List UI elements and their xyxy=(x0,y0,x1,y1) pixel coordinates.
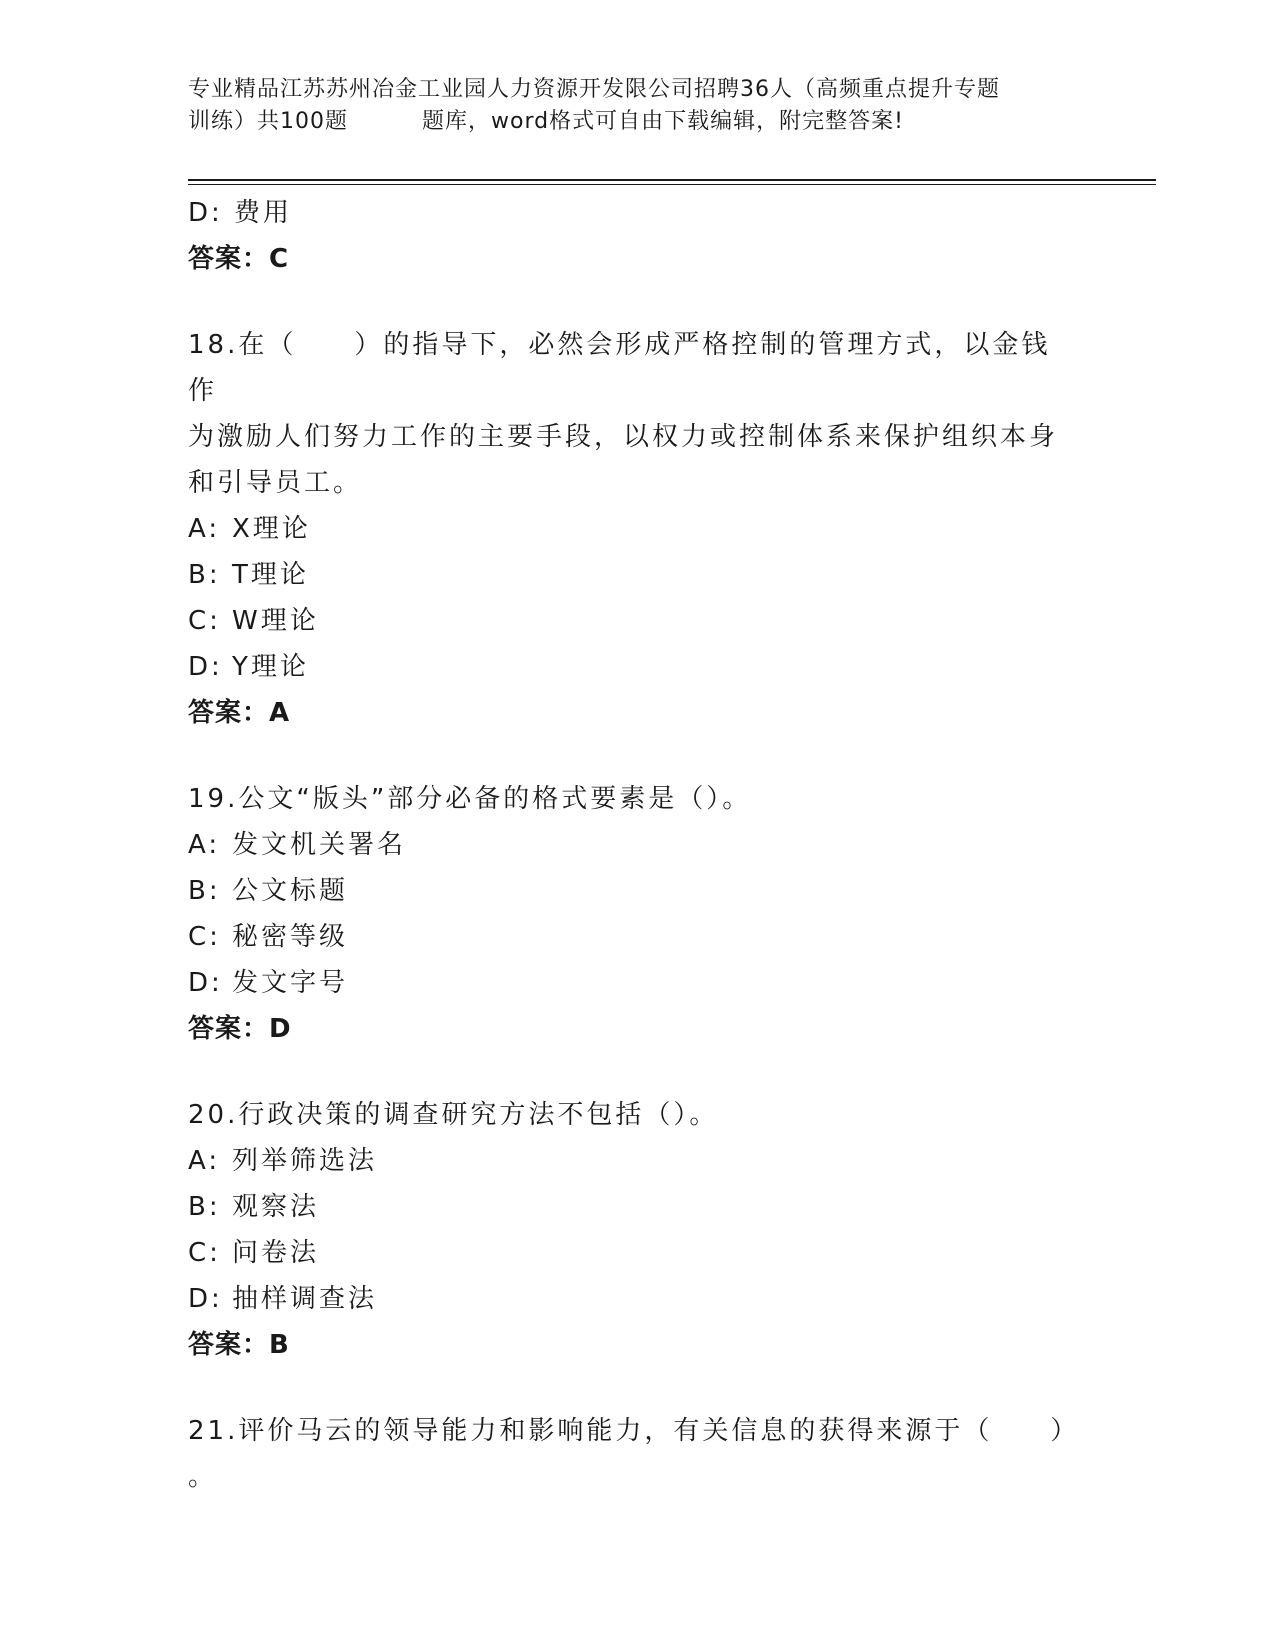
option-text: X理论 xyxy=(232,514,311,544)
option-key: D: xyxy=(188,968,223,998)
question-text-line: 和引导员工。 xyxy=(188,468,363,498)
option-b xyxy=(188,868,1088,914)
option-d xyxy=(188,960,1088,1006)
answer-line: 答案：A xyxy=(188,698,291,728)
option-key: A: xyxy=(188,1146,221,1176)
option-d xyxy=(188,1276,1088,1322)
document-body xyxy=(188,190,1088,1500)
page-header xyxy=(188,74,1078,138)
option-d: D: 费用 xyxy=(188,198,293,228)
answer-line: 答案：D xyxy=(188,1014,292,1044)
option-text: 观察法 xyxy=(232,1192,320,1222)
option-d xyxy=(188,644,1088,690)
option-text: 列举筛选法 xyxy=(232,1146,378,1176)
question-text-line: 为激励人们努力工作的主要手段，以权力或控制体系来保护组织本身 xyxy=(188,422,1059,452)
header-divider-thick xyxy=(188,179,1156,181)
question-text xyxy=(188,776,1078,822)
question-text xyxy=(188,322,1078,506)
question-text-line: 。 xyxy=(188,1462,218,1492)
answer-line: 答案：B xyxy=(188,1330,290,1360)
question-text-line: 20.行政决策的调查研究方法不包括（）。 xyxy=(188,1100,719,1130)
option-key: A: xyxy=(188,514,221,544)
question-text xyxy=(188,1092,1078,1138)
option-c xyxy=(188,1230,1088,1276)
option-text: 公文标题 xyxy=(232,876,349,906)
option-key: B: xyxy=(188,560,221,590)
option-key: D: xyxy=(188,652,223,682)
option-key: A: xyxy=(188,830,221,860)
option-text: 发文字号 xyxy=(232,968,349,998)
question-text xyxy=(188,1408,1078,1500)
option-c xyxy=(188,598,1088,644)
header-title-line-2a: 训练）共100题 xyxy=(188,109,348,134)
option-text: 抽样调查法 xyxy=(232,1284,378,1314)
option-key: C: xyxy=(188,606,221,636)
option-key: C: xyxy=(188,922,221,952)
option-text: 秘密等级 xyxy=(232,922,349,952)
question-text-line: 21.评价马云的领导能力和影响能力，有关信息的获得来源于（ ） xyxy=(188,1416,1080,1446)
header-title-line-2 xyxy=(188,106,1078,138)
question-20 xyxy=(188,1092,1088,1368)
option-a xyxy=(188,506,1088,552)
option-text: T理论 xyxy=(232,560,309,590)
question-21 xyxy=(188,1408,1088,1500)
option-b xyxy=(188,1184,1088,1230)
option-text: W理论 xyxy=(232,606,319,636)
option-key: B: xyxy=(188,876,221,906)
header-title-line-1: 专业精品江苏苏州冶金工业园人力资源开发限公司招聘36人（高频重点提升专题 xyxy=(188,77,1000,102)
option-key: D: xyxy=(188,1284,223,1314)
header-divider-thin xyxy=(188,184,1156,185)
header-title-line-2b: 题库，word格式可自由下载编辑，附完整答案! xyxy=(422,109,904,134)
option-key: C: xyxy=(188,1238,221,1268)
option-b xyxy=(188,552,1088,598)
option-text: Y理论 xyxy=(232,652,309,682)
question-text-line: 18.在（ ）的指导下，必然会形成严格控制的管理方式，以金钱作 xyxy=(188,330,1051,406)
question-18 xyxy=(188,322,1088,736)
option-a xyxy=(188,1138,1088,1184)
answer-line: 答案：C xyxy=(188,244,290,274)
option-text: 问卷法 xyxy=(232,1238,320,1268)
option-a xyxy=(188,822,1088,868)
question-19 xyxy=(188,776,1088,1052)
option-key: B: xyxy=(188,1192,221,1222)
question-text-line: 19.公文“版头”部分必备的格式要素是（）。 xyxy=(188,784,752,814)
previous-question-tail xyxy=(188,190,1088,282)
option-c xyxy=(188,914,1088,960)
option-text: 发文机关署名 xyxy=(232,830,407,860)
